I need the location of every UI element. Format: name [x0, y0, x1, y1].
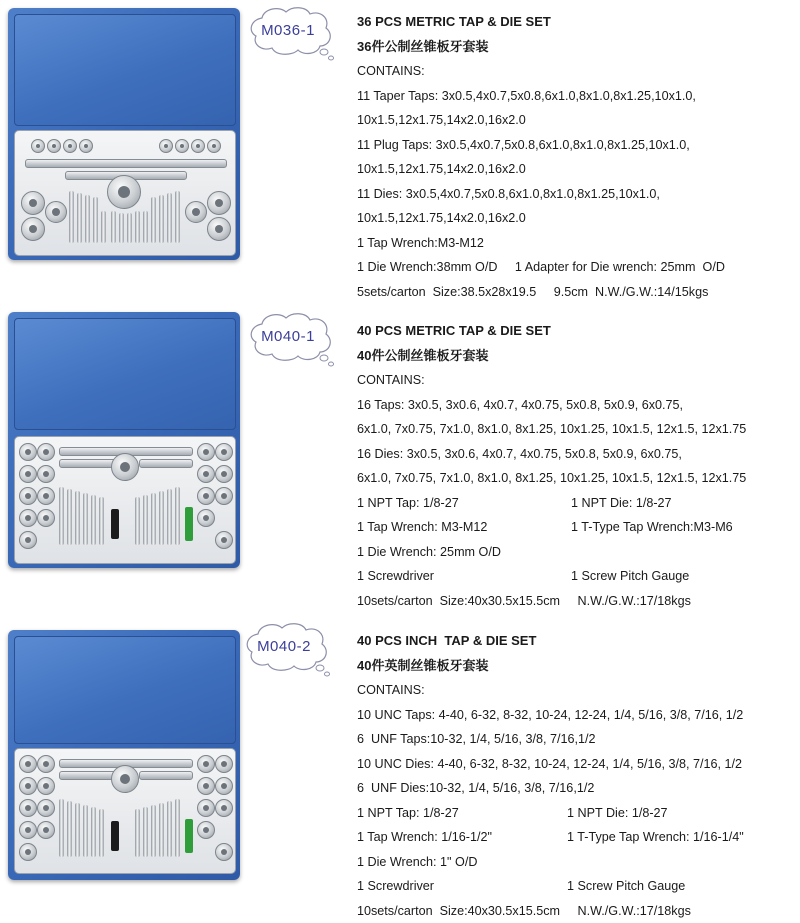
carton-info: 10sets/carton Size:40x30.5x15.5cm N.W./G.W.:17/18kgs [357, 589, 797, 614]
spec-line: 10x1.5,12x1.75,14x2.0,16x2.0 [357, 206, 797, 231]
spec-item: 1 NPT Tap: 1/8-27 [357, 491, 571, 516]
spec-line: 6 UNF Taps:10-32, 1/4, 5/16, 3/8, 7/16,1/2 [357, 727, 797, 752]
product-title: 36 PCS METRIC TAP & DIE SET [357, 10, 797, 35]
spec-line: 11 Taper Taps: 3x0.5,4x0.7,5x0.8,6x1.0,8x1.0,8x1.25,10x1.0, [357, 84, 797, 109]
product-title: 40 PCS INCH TAP & DIE SET [357, 629, 797, 654]
product-spec [357, 629, 797, 923]
model-label-cloud [248, 312, 336, 368]
spec-pair [357, 801, 797, 826]
spec-line: 16 Dies: 3x0.5, 3x0.6, 4x0.7, 4x0.75, 5x0.8, 5x0.9, 6x0.75, [357, 442, 797, 467]
spec-line: 10x1.5,12x1.75,14x2.0,16x2.0 [357, 157, 797, 182]
spec-pair [357, 874, 797, 899]
spec-line: 6x1.0, 7x0.75, 7x1.0, 8x1.0, 8x1.25, 10x1.25, 10x1.5, 12x1.5, 12x1.75 [357, 466, 797, 491]
product-subtitle: 40件公制丝锥板牙套装 [357, 344, 797, 369]
spec-line: 1 Tap Wrench:M3-M12 [357, 231, 797, 256]
spec-item: 1 NPT Die: 1/8-27 [571, 491, 672, 516]
spec-line: 6x1.0, 7x0.75, 7x1.0, 8x1.0, 8x1.25, 10x1.25, 10x1.5, 12x1.5, 12x1.75 [357, 417, 797, 442]
product-subtitle: 40件英制丝锥板牙套装 [357, 654, 797, 679]
product-subtitle: 36件公制丝锥板牙套装 [357, 35, 797, 60]
spec-pair [357, 564, 797, 589]
product-title: 40 PCS METRIC TAP & DIE SET [357, 319, 797, 344]
spec-item: 1 Tap Wrench: M3-M12 [357, 515, 571, 540]
spec-pair [357, 515, 797, 540]
product-m040-2 [0, 0, 800, 300]
model-number: M036-1 [248, 22, 328, 39]
spec-item: 1 Screw Pitch Gauge [571, 564, 689, 589]
contains-label: CONTAINS: [357, 59, 797, 84]
carton-info: 5sets/carton Size:38.5x28x19.5 9.5cm N.W./G.W.:14/15kgs [357, 280, 797, 305]
spec-pair [357, 491, 797, 516]
spec-item: 1 NPT Tap: 1/8-27 [357, 801, 567, 826]
spec-item: 1 T-Type Tap Wrench: 1/16-1/4" [567, 825, 744, 850]
spec-item: 1 Tap Wrench: 1/16-1/2" [357, 825, 567, 850]
contains-label: CONTAINS: [357, 678, 797, 703]
spec-pair [357, 825, 797, 850]
spec-line: 1 Die Wrench:38mm O/D 1 Adapter for Die wrench: 25mm O/D [357, 255, 797, 280]
spec-line: 1 Die Wrench: 1" O/D [357, 850, 797, 875]
spec-line: 10x1.5,12x1.75,14x2.0,16x2.0 [357, 108, 797, 133]
spec-line: 10 UNC Dies: 4-40, 6-32, 8-32, 10-24, 12-24, 1/4, 5/16, 3/8, 7/16, 1/2 [357, 752, 797, 777]
spec-item: 1 T-Type Tap Wrench:M3-M6 [571, 515, 733, 540]
model-number: M040-1 [248, 328, 328, 345]
spec-item: 1 NPT Die: 1/8-27 [567, 801, 668, 826]
spec-line: 16 Taps: 3x0.5, 3x0.6, 4x0.7, 4x0.75, 5x0.8, 5x0.9, 6x0.75, [357, 393, 797, 418]
carton-info: 10sets/carton Size:40x30.5x15.5cm N.W./G.W.:17/18kgs [357, 899, 797, 923]
spec-line: 10 UNC Taps: 4-40, 6-32, 8-32, 10-24, 12-24, 1/4, 5/16, 3/8, 7/16, 1/2 [357, 703, 797, 728]
model-label-cloud [244, 622, 332, 678]
spec-item: 1 Screw Pitch Gauge [567, 874, 685, 899]
spec-item: 1 Screwdriver [357, 564, 571, 589]
spec-line: 6 UNF Dies:10-32, 1/4, 5/16, 3/8, 7/16,1/2 [357, 776, 797, 801]
product-spec [357, 319, 797, 613]
spec-line: 11 Dies: 3x0.5,4x0.7,5x0.8,6x1.0,8x1.0,8x1.25,10x1.0, [357, 182, 797, 207]
contains-label: CONTAINS: [357, 368, 797, 393]
model-number: M040-2 [244, 638, 324, 655]
spec-item: 1 Screwdriver [357, 874, 567, 899]
spec-line: 11 Plug Taps: 3x0.5,4x0.7,5x0.8,6x1.0,8x1.0,8x1.25,10x1.0, [357, 133, 797, 158]
spec-line: 1 Die Wrench: 25mm O/D [357, 540, 797, 565]
